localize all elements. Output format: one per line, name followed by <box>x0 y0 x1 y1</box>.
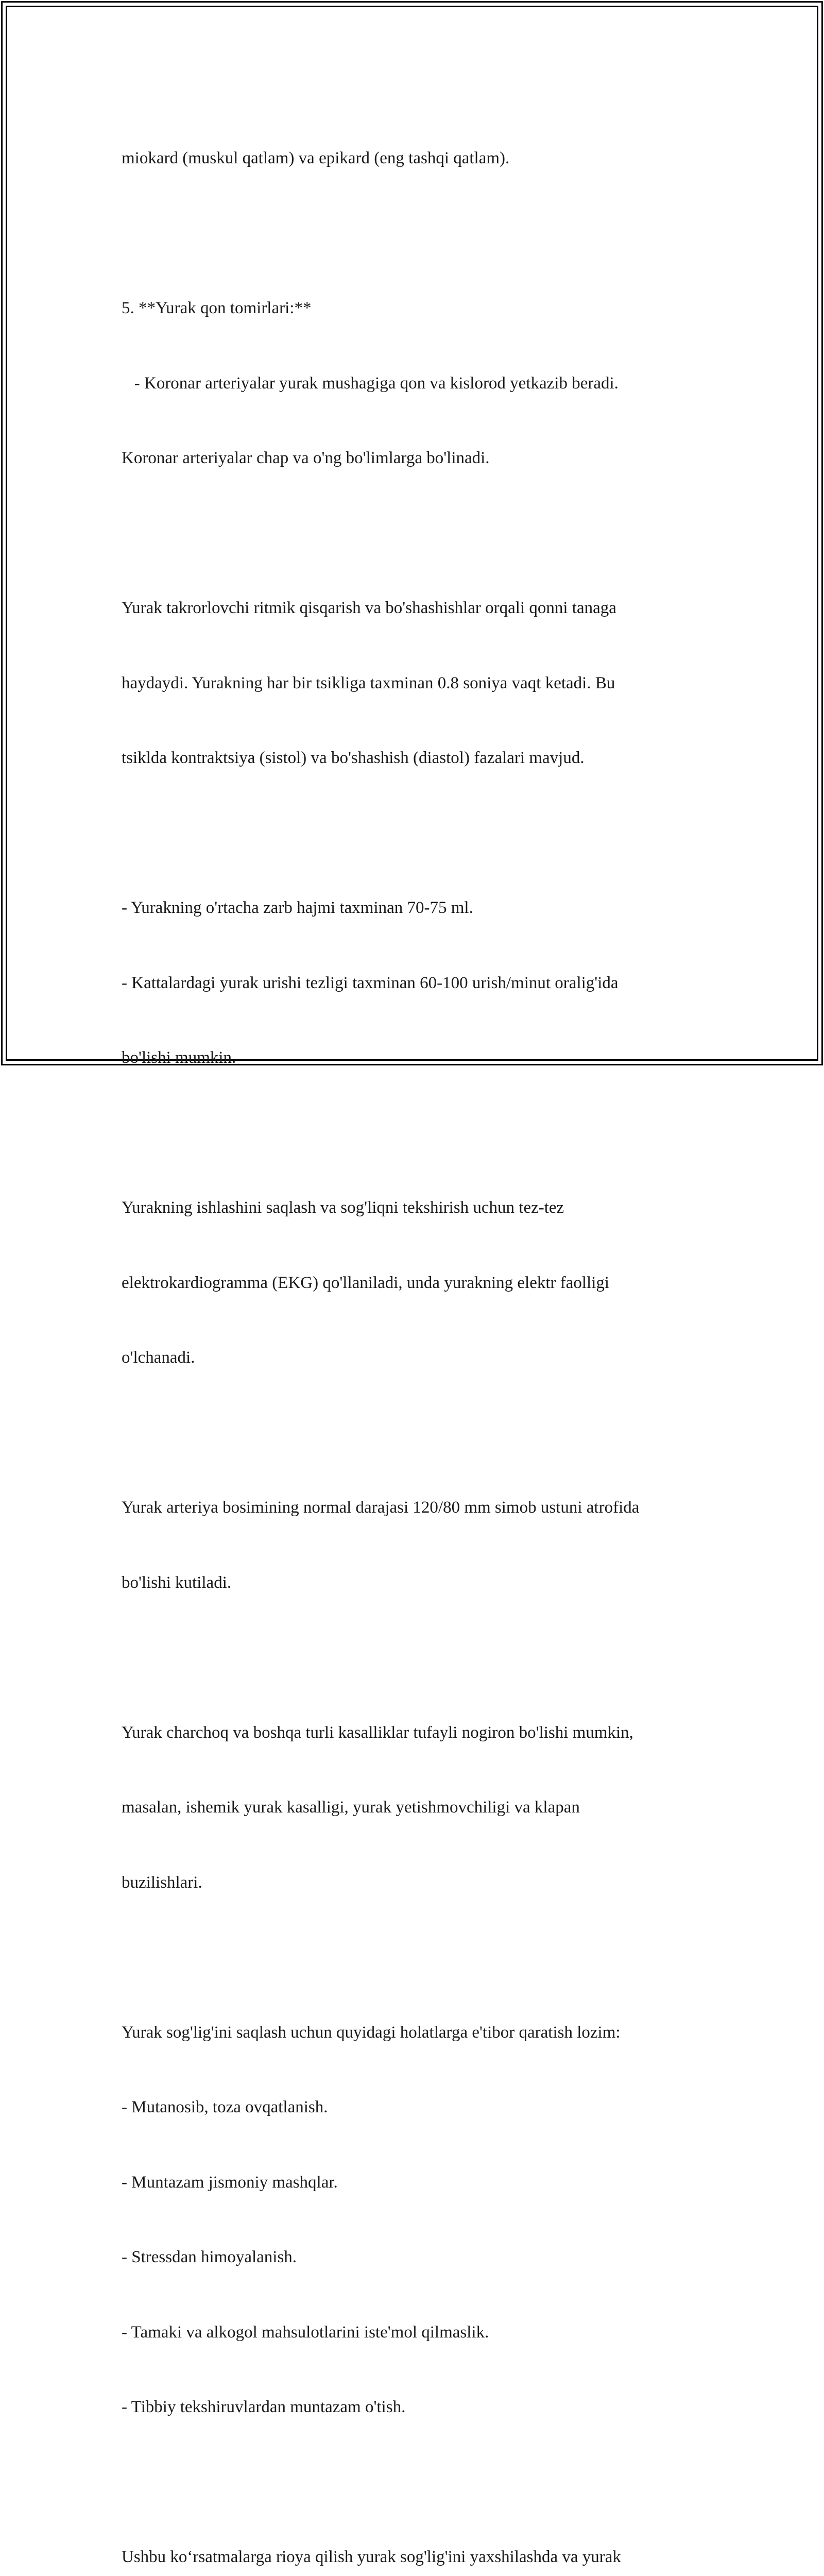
document-body <box>122 96 714 2576</box>
text-line: Yurak charchoq va boshqa turli kasalliklar tufayli nogiron bo'lishi mumkin, <box>122 1723 633 1742</box>
text-line: masalan, ishemik yurak kasalligi, yurak yetishmovchiligi va klapan <box>122 1798 580 1817</box>
text-line: buzilishlari. <box>122 1873 202 1892</box>
text-line: Koronar arteriyalar chap va o'ng bo'limlarga bo'linadi. <box>122 449 490 467</box>
list-item: - Mutanosib, toza ovqatlanish. <box>122 2098 328 2116</box>
text-line: Yurak sog'lig'ini saqlash uchun quyidagi holatlarga e'tibor qaratish lozim: <box>122 2023 621 2042</box>
text-line: - Yurakning o'rtacha zarb hajmi taxminan 70-75 ml. <box>122 899 473 917</box>
list-item: - Tamaki va alkogol mahsulotlarini iste'mol qilmaslik. <box>122 2323 489 2342</box>
text-line: - Kattalardagi yurak urishi tezligi taxminan 60-100 urish/minut oralig'ida <box>122 973 619 992</box>
text-line: o'lchanadi. <box>122 1348 195 1367</box>
text-line: Yurak arteriya bosimining normal darajasi 120/80 mm simob ustuni atrofida <box>122 1498 640 1517</box>
text-line: Yurakning ishlashini saqlash va sog'liqni tekshirish uchun tez-tez <box>122 1198 564 1217</box>
text-line: 5. **Yurak qon tomirlari:** <box>122 299 312 317</box>
text-line: Ushbu ko‘rsatmalarga rioya qilish yurak sog'lig'ini yaxshilashda va yurak <box>122 2548 621 2566</box>
text-line: miokard (muskul qatlam) va epikard (eng tashqi qatlam). <box>122 149 510 167</box>
list-item: - Muntazam jismoniy mashqlar. <box>122 2173 338 2192</box>
text-line: Yurak takrorlovchi ritmik qisqarish va bo'shashishlar orqali qonni tanaga <box>122 599 616 617</box>
list-item: - Tibbiy tekshiruvlardan muntazam o'tish. <box>122 2398 406 2416</box>
paragraph-heart-cycle <box>122 546 714 821</box>
text-line: bo'lishi mumkin. <box>122 1048 236 1067</box>
list-item: - Stressdan himoyalanish. <box>122 2248 297 2266</box>
text-line: - Koronar arteriyalar yurak mushagiga qon va kislorod yetkazib beradi. <box>122 374 619 393</box>
paragraph-heart-diseases <box>122 1670 714 1945</box>
text-line: tsiklda kontraktsiya (sistol) va bo'shashish (diastol) fazalari mavjud. <box>122 749 585 767</box>
paragraph-coronary-vessels <box>122 246 714 521</box>
paragraph-conclusion <box>122 2495 714 2576</box>
text-line: bo'lishi kutiladi. <box>122 1573 232 1592</box>
text-line: haydaydi. Yurakning har bir tsikliga taxminan 0.8 soniya vaqt ketadi. Bu <box>122 673 615 692</box>
text-line: elektrokardiogramma (EKG) qo'llaniladi, unda yurakning elektr faolligi <box>122 1273 610 1292</box>
paragraph-stroke-volume <box>122 845 714 1121</box>
paragraph-blood-pressure <box>122 1445 714 1645</box>
paragraph-myocard-continuation <box>122 96 714 221</box>
paragraph-ekg <box>122 1145 714 1420</box>
paragraph-health-tips-list <box>122 1970 714 2470</box>
